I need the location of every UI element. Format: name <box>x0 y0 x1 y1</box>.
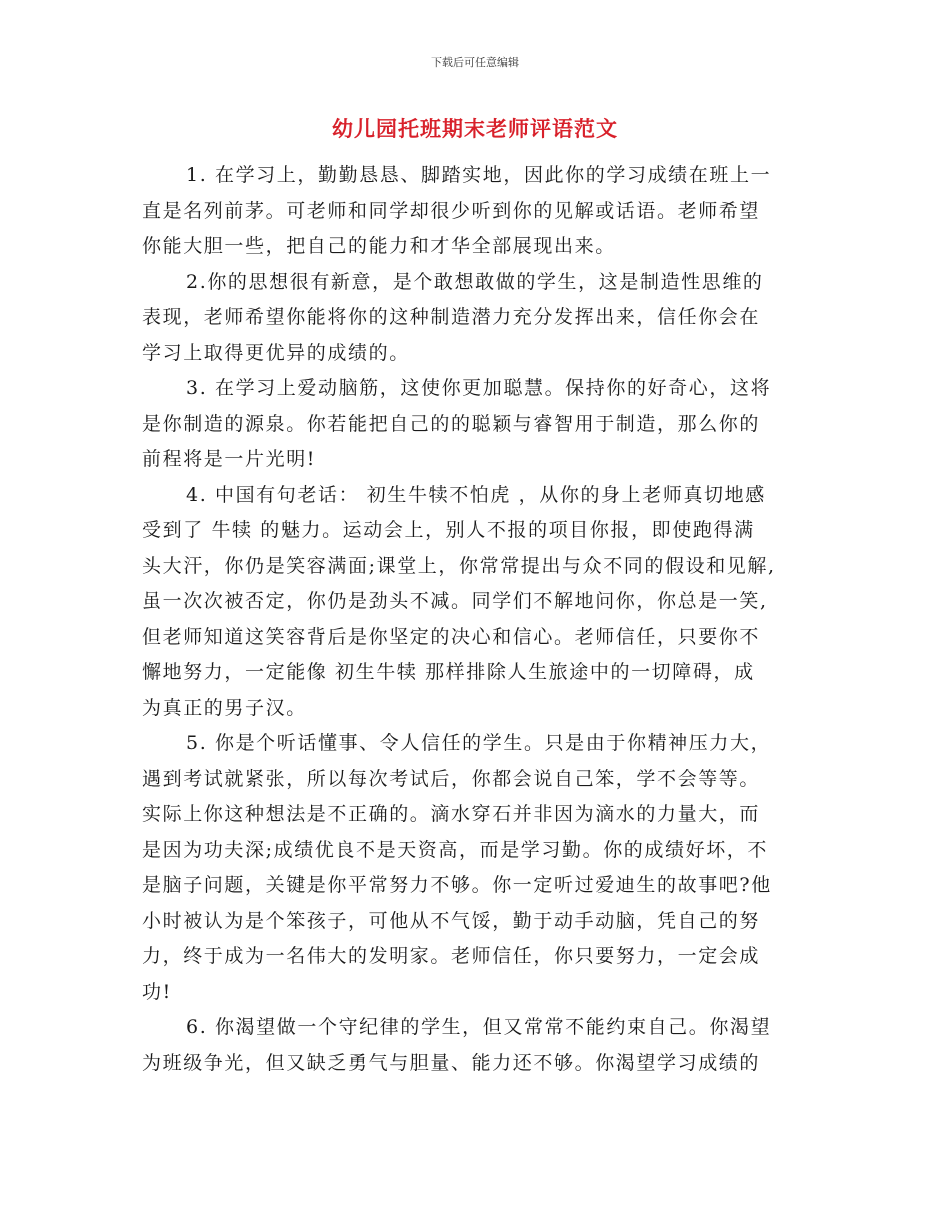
paragraph-2 <box>142 265 808 372</box>
paragraph-line: 2.你的思想很有新意，是个敢想敢做的学生，这是制造性思维的 <box>186 270 764 293</box>
paragraph-line: 直是名列前茅。可老师和同学却很少听到你的见解或话语。老师希望 <box>142 199 761 222</box>
paragraph-3 <box>142 371 808 478</box>
paragraph-line: 但老师知道这笑容背后是你坚定的决心和信心。老师信任，只要你不 <box>142 625 761 648</box>
paragraph-line: 遇到考试就紧张，所以每次考试后，你都会说自己笨，学不会等等。 <box>142 767 761 790</box>
paragraph-line: 是因为功夫深;成绩优良不是天资高，而是学习勤。你的成绩好坏，不 <box>142 838 769 861</box>
paragraph-line: 为真正的男子汉。 <box>142 696 307 719</box>
paragraph-line: 前程将是一片光明! <box>142 448 317 470</box>
paragraph-line: 你能大胆一些，把自己的能力和才华全部展现出来。 <box>142 235 616 257</box>
paragraph-line: 头大汗，你仍是笑容满面;课堂上，你常常提出与众不同的假设和见解, <box>142 554 776 577</box>
paragraph-line: 4. 中国有句老话： 初生牛犊不怕虎 ，从你的身上老师真切地感 <box>186 483 766 506</box>
paragraph-line: 6. 你渴望做一个守纪律的学生，但又常常不能约束自己。你渴望 <box>186 1016 772 1038</box>
paragraph-line: 是你制造的源泉。你若能把自己的的聪颖与睿智用于制造，那么你的 <box>142 412 761 435</box>
page-header-note: 下载后可任意编辑 <box>431 56 519 69</box>
paragraph-6 <box>142 1010 808 1081</box>
paragraph-line: 力，终于成为一名伟大的发明家。老师信任，你只要努力，一定会成 <box>142 945 761 967</box>
paragraph-line: 学习上取得更优异的成绩的。 <box>142 341 410 364</box>
paragraph-line: 功! <box>142 980 172 1003</box>
paragraph-line: 表现，老师希望你能将你的这种制造潜力充分发挥出来，信任你会在 <box>142 306 761 328</box>
document-body <box>142 158 808 1081</box>
paragraph-line: 懈地努力，一定能像 初生牛犊 那样排除人生旅途中的一切障碍，成 <box>142 661 755 683</box>
paragraph-line: 实际上你这种想法是不正确的。滴水穿石并非因为滴水的力量大，而 <box>142 803 761 825</box>
paragraph-1 <box>142 158 808 265</box>
paragraph-line: 3. 在学习上爱动脑筋，这使你更加聪慧。保持你的好奇心，这将 <box>186 377 772 399</box>
paragraph-line: 虽一次次被否定，你仍是劲头不减。同学们不解地问你，你总是一笑, <box>142 590 768 612</box>
paragraph-4 <box>142 478 808 727</box>
paragraph-line: 受到了 牛犊 的魅力。运动会上，别人不报的项目你报，即使跑得满 <box>142 519 755 541</box>
paragraph-line: 1. 在学习上，勤勤恳恳、脚踏实地，因此你的学习成绩在班上一 <box>186 164 772 186</box>
paragraph-5 <box>142 726 808 1010</box>
paragraph-line: 为班级争光，但又缺乏勇气与胆量、能力还不够。你渴望学习成绩的 <box>142 1051 761 1074</box>
paragraph-line: 小时被认为是个笨孩子，可他从不气馁，勤于动手动脑，凭自己的努 <box>142 909 761 932</box>
document-title: 幼儿园托班期末老师评语范文 <box>332 116 618 141</box>
paragraph-line: 5. 你是个听话懂事、令人信任的学生。只是由于你精神压力大， <box>186 732 772 754</box>
paragraph-line: 是脑子问题，关键是你平常努力不够。你一定听过爱迪生的故事吧?他 <box>142 874 772 896</box>
